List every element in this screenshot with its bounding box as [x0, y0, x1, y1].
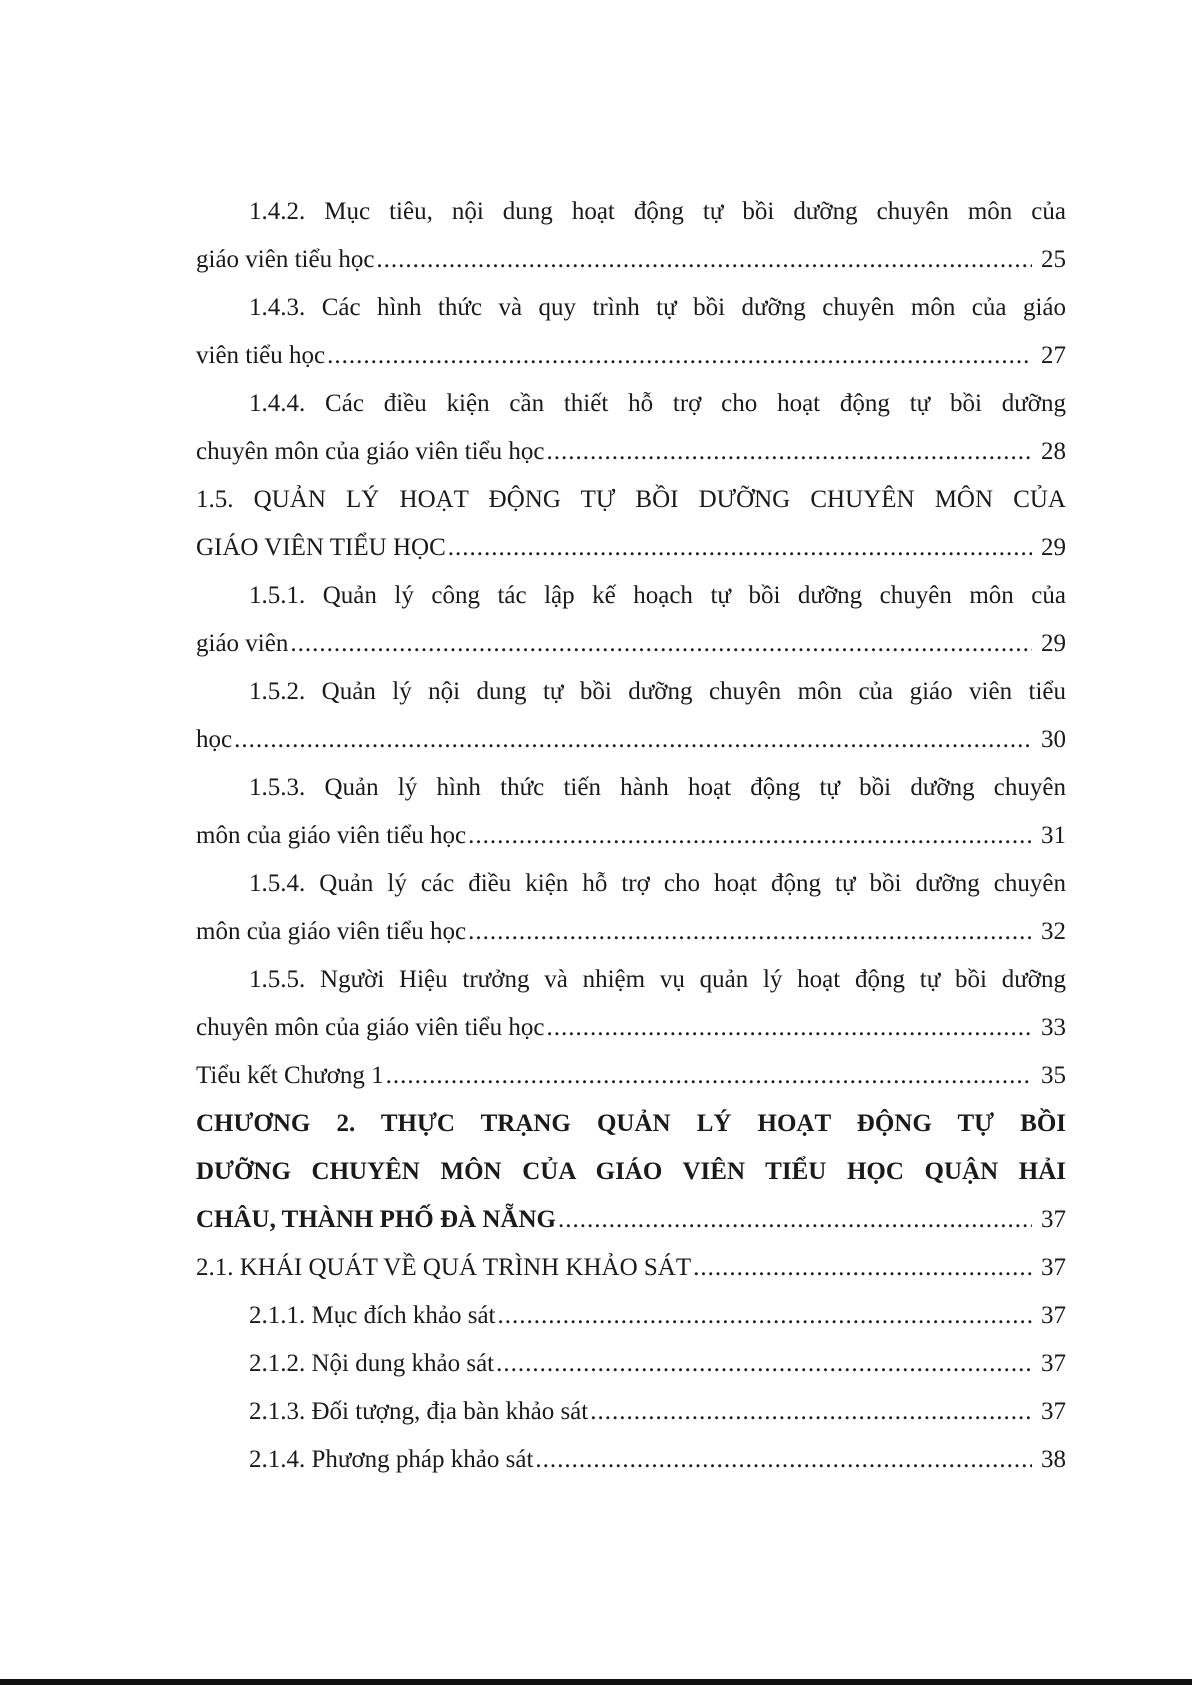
dot-leader	[290, 620, 1032, 668]
toc-entry[interactable]	[196, 428, 1066, 476]
toc-entry-title: học	[196, 726, 233, 753]
page-number: 37	[1041, 1350, 1066, 1377]
toc-entry-line: DƯỠNG CHUYÊN MÔN CỦA GIÁO VIÊN TIỂU HỌC QUẬN HẢI	[196, 1158, 1066, 1185]
page-number: 25	[1041, 246, 1066, 273]
toc-entry-line: 1.4.3. Các hình thức và quy trình tự bồi dưỡng chuyên môn của giáo	[249, 294, 1066, 321]
dot-leader	[497, 1292, 1032, 1340]
toc-entry-title: CHÂU, THÀNH PHỐ ĐÀ NẴNG	[196, 1206, 556, 1233]
page-number: 37	[1041, 1254, 1066, 1281]
toc-entry-title: 2.1.3. Đối tượng, địa bàn khảo sát	[249, 1398, 589, 1425]
toc-entry[interactable]	[196, 1244, 1066, 1292]
page-number: 32	[1041, 918, 1066, 945]
dot-leader	[558, 1196, 1032, 1244]
toc-entry[interactable]	[196, 236, 1066, 284]
toc-entry-line: 1.5.4. Quản lý các điều kiện hỗ trợ cho hoạt động tự bồi dưỡng chuyên	[249, 870, 1066, 897]
dot-leader	[448, 524, 1032, 572]
toc-entry-title: 2.1. KHÁI QUÁT VỀ QUÁ TRÌNH KHẢO SÁT	[196, 1254, 692, 1281]
toc-entry-title: chuyên môn của giáo viên tiểu học	[196, 438, 545, 465]
dot-leader	[535, 1436, 1032, 1484]
dot-leader	[234, 716, 1032, 764]
toc-entry-title: chuyên môn của giáo viên tiểu học	[196, 1014, 545, 1041]
dot-leader	[547, 1004, 1033, 1052]
toc-entry-title: giáo viên tiểu học	[196, 246, 375, 273]
page-number: 28	[1041, 438, 1066, 465]
dot-leader	[468, 812, 1032, 860]
page-number: 27	[1041, 342, 1066, 369]
toc-entry[interactable]	[196, 524, 1066, 572]
dot-leader	[376, 236, 1032, 284]
page-number: 29	[1041, 630, 1066, 657]
page-number: 37	[1041, 1398, 1066, 1425]
dot-leader	[468, 908, 1032, 956]
toc-entry-line: 1.4.2. Mục tiêu, nội dung hoạt động tự bồi dưỡng chuyên môn của	[249, 198, 1066, 225]
toc-entry-line: 1.5.1. Quản lý công tác lập kế hoạch tự bồi dưỡng chuyên môn của	[249, 582, 1066, 609]
toc-entry-title: viên tiểu học	[196, 342, 326, 369]
page-bottom-edge	[0, 1679, 1192, 1685]
page-number: 37	[1041, 1302, 1066, 1329]
toc-entry-title: GIÁO VIÊN TIỂU HỌC	[196, 534, 446, 561]
dot-leader	[386, 1052, 1032, 1100]
toc-entry-title: 2.1.2. Nội dung khảo sát	[249, 1350, 495, 1377]
toc-entry[interactable]	[196, 716, 1066, 764]
toc-entry-title: Tiểu kết Chương 1	[196, 1062, 384, 1089]
toc-entry[interactable]	[196, 1292, 1066, 1340]
toc-entry[interactable]	[196, 1004, 1066, 1052]
page-number: 38	[1041, 1446, 1066, 1473]
toc-entry[interactable]	[196, 812, 1066, 860]
toc-entry[interactable]	[196, 1196, 1066, 1244]
dot-leader	[590, 1388, 1032, 1436]
toc-entry[interactable]	[196, 620, 1066, 668]
toc-entry-line: CHƯƠNG 2. THỰC TRẠNG QUẢN LÝ HOẠT ĐỘNG TỰ BỒI	[196, 1110, 1066, 1137]
page-number: 29	[1041, 534, 1066, 561]
toc-entry-title: 2.1.1. Mục đích khảo sát	[249, 1302, 496, 1329]
dot-leader	[327, 332, 1032, 380]
toc-entry[interactable]	[196, 1340, 1066, 1388]
page-number: 30	[1041, 726, 1066, 753]
toc-entry[interactable]	[196, 1436, 1066, 1484]
toc-entry-title: 2.1.4. Phương pháp khảo sát	[249, 1446, 534, 1473]
toc-entry-title: giáo viên	[196, 630, 289, 657]
toc-entry[interactable]	[196, 332, 1066, 380]
dot-leader	[693, 1244, 1032, 1292]
page-number: 31	[1041, 822, 1066, 849]
dot-leader	[547, 428, 1033, 476]
toc-entry-title: môn của giáo viên tiểu học	[196, 822, 467, 849]
toc-entry-line: 1.5. QUẢN LÝ HOẠT ĐỘNG TỰ BỒI DƯỠNG CHUYÊN MÔN CỦA	[196, 486, 1066, 513]
toc-entry-line: 1.4.4. Các điều kiện cần thiết hỗ trợ cho hoạt động tự bồi dưỡng	[249, 390, 1066, 417]
toc-entry-line: 1.5.3. Quản lý hình thức tiến hành hoạt động tự bồi dưỡng chuyên	[249, 774, 1066, 801]
page-number: 33	[1041, 1014, 1066, 1041]
table-of-contents	[196, 188, 1066, 1484]
page-number: 37	[1041, 1206, 1066, 1233]
dot-leader	[496, 1340, 1032, 1388]
toc-entry-line: 1.5.5. Người Hiệu trưởng và nhiệm vụ quản lý hoạt động tự bồi dưỡng	[249, 966, 1066, 993]
toc-entry[interactable]	[196, 908, 1066, 956]
toc-entry-line: 1.5.2. Quản lý nội dung tự bồi dưỡng chuyên môn của giáo viên tiểu	[249, 678, 1066, 705]
toc-entry[interactable]	[196, 1388, 1066, 1436]
toc-entry[interactable]	[196, 1052, 1066, 1100]
toc-entry-title: môn của giáo viên tiểu học	[196, 918, 467, 945]
page-number: 35	[1041, 1062, 1066, 1089]
